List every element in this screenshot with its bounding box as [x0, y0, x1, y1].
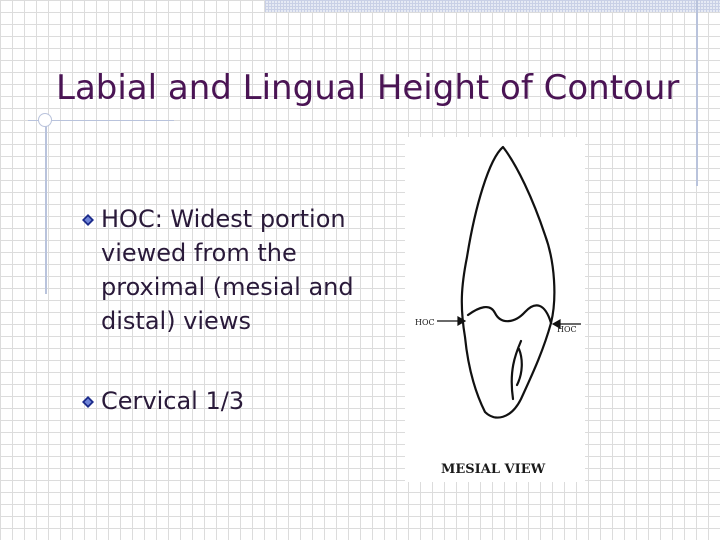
bullet-diamond-icon: [82, 214, 94, 226]
bullet-item-hoc: [80, 202, 380, 338]
hoc-label-left: HOC: [415, 318, 435, 327]
bullet-text: HOC: Widest portion viewed from the proximal (mesial and distal) views: [101, 205, 354, 335]
bullet-diamond-icon: [82, 396, 94, 408]
hoc-label-right: HOC: [557, 325, 577, 334]
bullet-text: Cervical 1/3: [101, 387, 245, 415]
slide-title: Labial and Lingual Height of Contour: [56, 68, 680, 108]
bullet-item-cervical: [80, 384, 380, 418]
bullet-list: [80, 202, 380, 418]
tooth-outline-drawing: [462, 147, 555, 418]
figure-caption: MESIAL VIEW: [441, 462, 546, 477]
tooth-mesial-view-figure: [405, 137, 585, 482]
hoc-arrow-left: [437, 317, 465, 325]
decorative-circle: [38, 113, 52, 127]
decorative-right-rule: [696, 0, 698, 186]
decorative-top-band: [265, 0, 720, 12]
decorative-left-rule: [45, 120, 47, 294]
